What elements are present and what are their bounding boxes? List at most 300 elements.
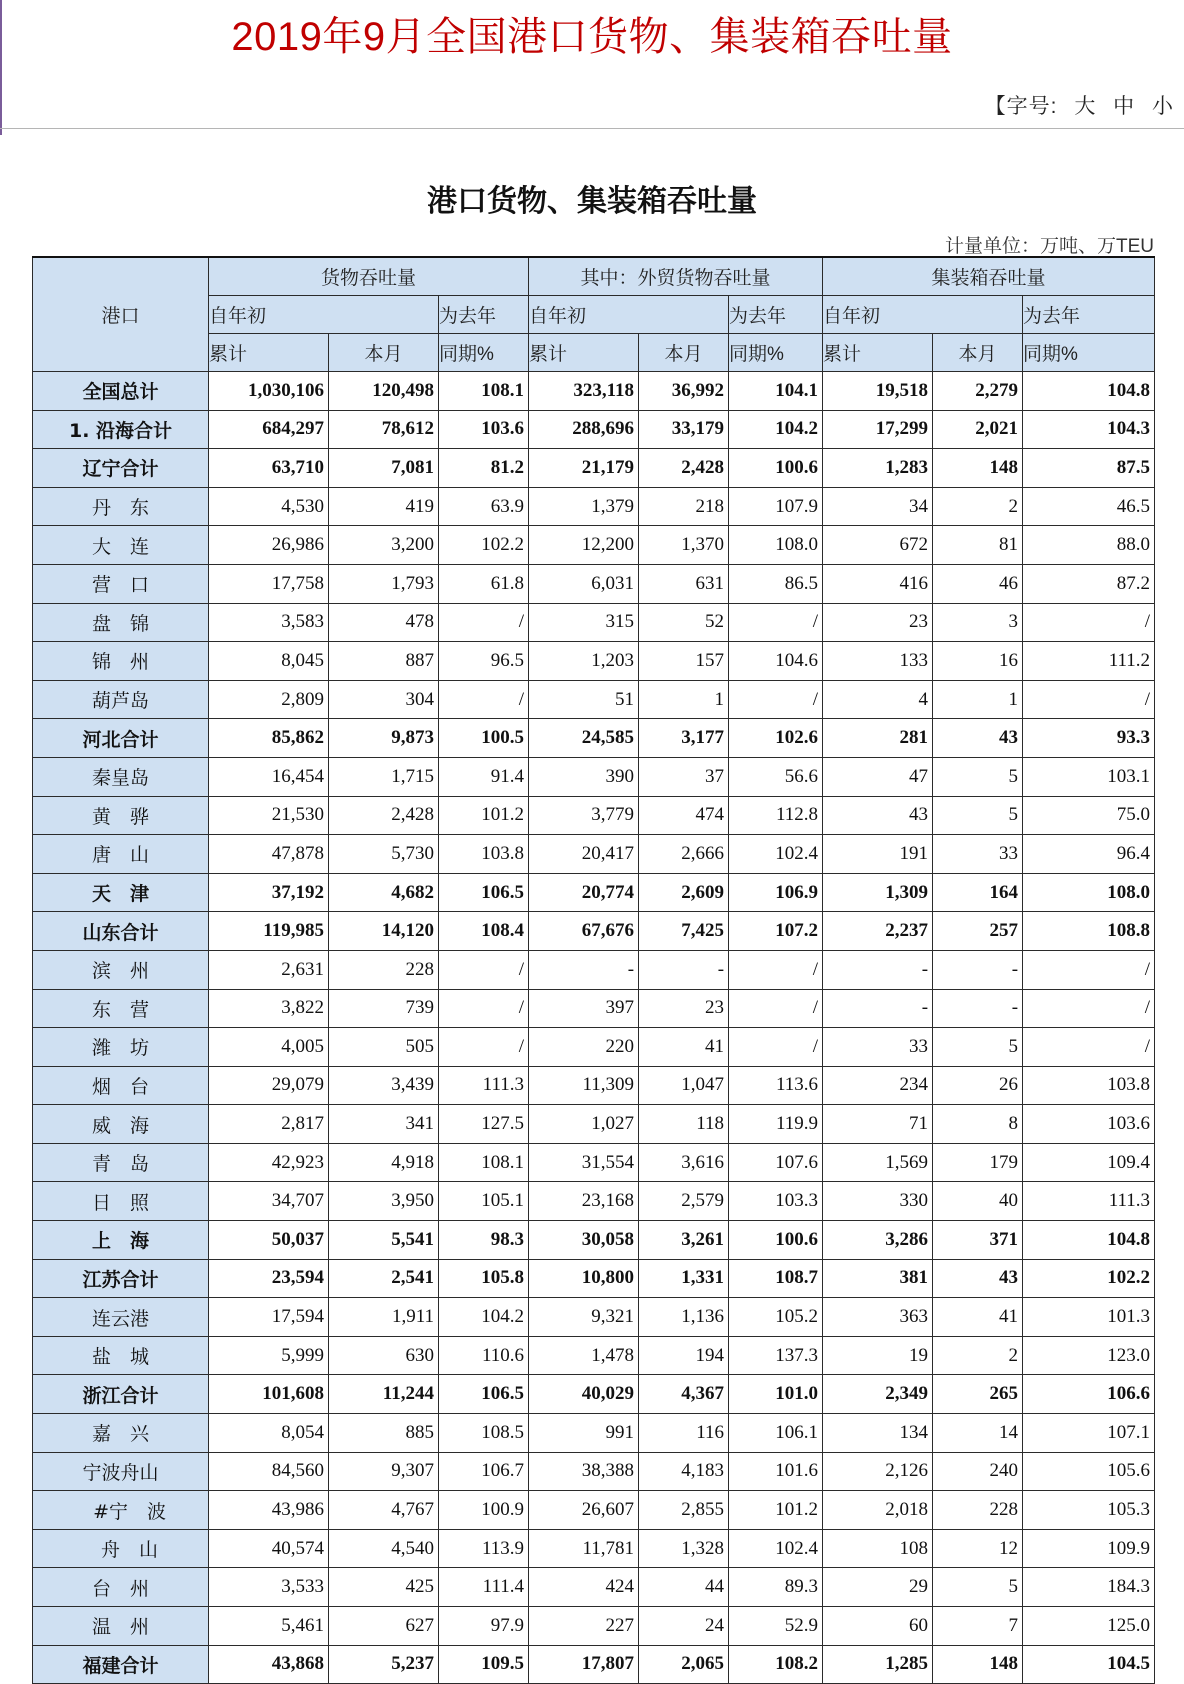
value-cell: 34 <box>823 487 933 526</box>
value-cell: 60 <box>823 1607 933 1646</box>
value-cell: 120,498 <box>329 372 439 411</box>
value-cell: 371 <box>933 1221 1023 1260</box>
value-cell: 42,923 <box>209 1143 329 1182</box>
value-cell: 93.3 <box>1023 719 1155 758</box>
port-name-cell: 连云港 <box>33 1298 209 1337</box>
value-cell: 108.1 <box>439 372 529 411</box>
port-name-cell: 秦皇岛 <box>33 757 209 796</box>
font-size-small-link[interactable]: 小 <box>1152 95 1174 118</box>
value-cell: 630 <box>329 1336 439 1375</box>
value-cell: / <box>729 1028 823 1067</box>
value-cell: 43,868 <box>209 1645 329 1684</box>
value-cell: 684,297 <box>209 410 329 449</box>
value-cell: 5 <box>933 796 1023 835</box>
value-cell: - <box>823 950 933 989</box>
value-cell: - <box>529 950 639 989</box>
value-cell: 1,027 <box>529 1105 639 1144</box>
table-row <box>33 449 1155 488</box>
cargo-month-header: 本月 <box>329 334 439 372</box>
value-cell: 478 <box>329 603 439 642</box>
value-cell: 108.1 <box>439 1143 529 1182</box>
value-cell: 109.4 <box>1023 1143 1155 1182</box>
value-cell: - <box>933 989 1023 1028</box>
table-row <box>33 1143 1155 1182</box>
value-cell: 887 <box>329 642 439 681</box>
value-cell: 20,774 <box>529 873 639 912</box>
value-cell: 109.9 <box>1023 1529 1155 1568</box>
value-cell: 3 <box>933 603 1023 642</box>
value-cell: 7 <box>933 1607 1023 1646</box>
value-cell: 105.1 <box>439 1182 529 1221</box>
table-row <box>33 835 1155 874</box>
value-cell: 23,168 <box>529 1182 639 1221</box>
value-cell: 1,793 <box>329 564 439 603</box>
value-cell: 1,328 <box>639 1529 729 1568</box>
value-cell: 36,992 <box>639 372 729 411</box>
value-cell: 116 <box>639 1414 729 1453</box>
value-cell: / <box>1023 603 1155 642</box>
value-cell: 3,779 <box>529 796 639 835</box>
value-cell: 105.8 <box>439 1259 529 1298</box>
value-cell: 1 <box>933 680 1023 719</box>
value-cell: 885 <box>329 1414 439 1453</box>
value-cell: 104.8 <box>1023 1221 1155 1260</box>
value-cell: 228 <box>329 950 439 989</box>
value-cell: / <box>439 680 529 719</box>
port-name-cell: 锦 州 <box>33 642 209 681</box>
value-cell: 52 <box>639 603 729 642</box>
value-cell: 2,609 <box>639 873 729 912</box>
port-name-cell: 葫芦岛 <box>33 680 209 719</box>
value-cell: 164 <box>933 873 1023 912</box>
value-cell: 3,533 <box>209 1568 329 1607</box>
value-cell: 2 <box>933 1336 1023 1375</box>
value-cell: 1,715 <box>329 757 439 796</box>
value-cell: 63.9 <box>439 487 529 526</box>
value-cell: 106.7 <box>439 1452 529 1491</box>
value-cell: 104.6 <box>729 642 823 681</box>
value-cell: 29,079 <box>209 1066 329 1105</box>
table-row <box>33 950 1155 989</box>
value-cell: 1,136 <box>639 1298 729 1337</box>
value-cell: 179 <box>933 1143 1023 1182</box>
font-size-label: 【字号: <box>984 95 1058 118</box>
value-cell: 104.3 <box>1023 410 1155 449</box>
value-cell: 11,781 <box>529 1529 639 1568</box>
value-cell: 148 <box>933 1645 1023 1684</box>
value-cell: 91.4 <box>439 757 529 796</box>
value-cell: 5 <box>933 1028 1023 1067</box>
port-name-cell: 黄 骅 <box>33 796 209 835</box>
value-cell: 2,817 <box>209 1105 329 1144</box>
value-cell: 363 <box>823 1298 933 1337</box>
value-cell: 5,461 <box>209 1607 329 1646</box>
port-name-cell: 舟 山 <box>33 1529 209 1568</box>
table-row <box>33 680 1155 719</box>
value-cell: 381 <box>823 1259 933 1298</box>
value-cell: 101.2 <box>439 796 529 835</box>
table-row <box>33 526 1155 565</box>
value-cell: 14 <box>933 1414 1023 1453</box>
value-cell: 4,682 <box>329 873 439 912</box>
value-cell: 23 <box>823 603 933 642</box>
value-cell: 106.9 <box>729 873 823 912</box>
value-cell: 46 <box>933 564 1023 603</box>
value-cell: / <box>729 950 823 989</box>
container-header: 集装箱吞吐量 <box>823 257 1155 296</box>
foreign-ytd-header: 自年初 <box>529 296 729 334</box>
value-cell: 6,031 <box>529 564 639 603</box>
value-cell: / <box>729 989 823 1028</box>
port-name-cell: 全国总计 <box>33 372 209 411</box>
port-name-cell: 盘 锦 <box>33 603 209 642</box>
value-cell: / <box>1023 1028 1155 1067</box>
value-cell: 8 <box>933 1105 1023 1144</box>
value-cell: 111.4 <box>439 1568 529 1607</box>
value-cell: 12 <box>933 1529 1023 1568</box>
value-cell: 108.5 <box>439 1414 529 1453</box>
port-name-cell: 辽宁合计 <box>33 449 209 488</box>
table-row <box>33 410 1155 449</box>
value-cell: 24 <box>639 1607 729 1646</box>
value-cell: 4,183 <box>639 1452 729 1491</box>
value-cell: 8,045 <box>209 642 329 681</box>
value-cell: 37,192 <box>209 873 329 912</box>
table-row <box>33 1491 1155 1530</box>
table-row <box>33 1414 1155 1453</box>
value-cell: 104.8 <box>1023 372 1155 411</box>
table-row <box>33 1336 1155 1375</box>
value-cell: 108.2 <box>729 1645 823 1684</box>
value-cell: 390 <box>529 757 639 796</box>
value-cell: 87.2 <box>1023 564 1155 603</box>
port-name-cell: 威 海 <box>33 1105 209 1144</box>
value-cell: 104.5 <box>1023 1645 1155 1684</box>
value-cell: 118 <box>639 1105 729 1144</box>
value-cell: 17,807 <box>529 1645 639 1684</box>
value-cell: 2,126 <box>823 1452 933 1491</box>
value-cell: 19,518 <box>823 372 933 411</box>
value-cell: 425 <box>329 1568 439 1607</box>
value-cell: 50,037 <box>209 1221 329 1260</box>
value-cell: 627 <box>329 1607 439 1646</box>
value-cell: 105.2 <box>729 1298 823 1337</box>
value-cell: 148 <box>933 449 1023 488</box>
port-name-cell: 烟 台 <box>33 1066 209 1105</box>
value-cell: 672 <box>823 526 933 565</box>
value-cell: 33 <box>933 835 1023 874</box>
foreign-month-header: 本月 <box>639 334 729 372</box>
port-name-cell: 青 岛 <box>33 1143 209 1182</box>
value-cell: 103.1 <box>1023 757 1155 796</box>
value-cell: 137.3 <box>729 1336 823 1375</box>
value-cell: 111.3 <box>439 1066 529 1105</box>
page-title: 2019年9月全国港口货物、集装箱吞吐量 <box>231 15 953 59</box>
table-row <box>33 873 1155 912</box>
table-row <box>33 1568 1155 1607</box>
value-cell: 1,283 <box>823 449 933 488</box>
value-cell: 281 <box>823 719 933 758</box>
font-size-control <box>985 90 1174 120</box>
port-name-cell: 天 津 <box>33 873 209 912</box>
value-cell: 2,349 <box>823 1375 933 1414</box>
value-cell: 107.6 <box>729 1143 823 1182</box>
value-cell: 44 <box>639 1568 729 1607</box>
value-cell: 2,809 <box>209 680 329 719</box>
value-cell: 102.6 <box>729 719 823 758</box>
value-cell: 419 <box>329 487 439 526</box>
value-cell: 218 <box>639 487 729 526</box>
value-cell: 75.0 <box>1023 796 1155 835</box>
value-cell: 33 <box>823 1028 933 1067</box>
unit-note: 计量单位：万吨、万TEU <box>944 236 1154 257</box>
value-cell: 26,607 <box>529 1491 639 1530</box>
table-body <box>33 372 1155 1684</box>
value-cell: / <box>439 603 529 642</box>
value-cell: 127.5 <box>439 1105 529 1144</box>
value-cell: 240 <box>933 1452 1023 1491</box>
value-cell: 1,285 <box>823 1645 933 1684</box>
value-cell: 106.5 <box>439 1375 529 1414</box>
value-cell: 3,200 <box>329 526 439 565</box>
value-cell: 84,560 <box>209 1452 329 1491</box>
font-size-medium-link[interactable]: 中 <box>1113 95 1136 118</box>
value-cell: 106.6 <box>1023 1375 1155 1414</box>
value-cell: 330 <box>823 1182 933 1221</box>
value-cell: 5,237 <box>329 1645 439 1684</box>
value-cell: 2,428 <box>329 796 439 835</box>
value-cell: 16,454 <box>209 757 329 796</box>
table-row <box>33 1182 1155 1221</box>
value-cell: 2,065 <box>639 1645 729 1684</box>
port-name-cell: 盐 城 <box>33 1336 209 1375</box>
value-cell: 123.0 <box>1023 1336 1155 1375</box>
value-cell: / <box>729 603 823 642</box>
container-yoy-header: 为去年 <box>1023 296 1155 334</box>
value-cell: 111.3 <box>1023 1182 1155 1221</box>
value-cell: 11,244 <box>329 1375 439 1414</box>
port-name-cell: 滨 州 <box>33 950 209 989</box>
value-cell: 3,950 <box>329 1182 439 1221</box>
table-row <box>33 1105 1155 1144</box>
value-cell: 102.2 <box>439 526 529 565</box>
port-name-cell: 营 口 <box>33 564 209 603</box>
value-cell: 133 <box>823 642 933 681</box>
value-cell: 43 <box>823 796 933 835</box>
value-cell: / <box>1023 950 1155 989</box>
value-cell: 191 <box>823 835 933 874</box>
table-row <box>33 757 1155 796</box>
port-name-cell: 1. 沿海合计 <box>33 410 209 449</box>
value-cell: 107.1 <box>1023 1414 1155 1453</box>
value-cell: 100.6 <box>729 1221 823 1260</box>
port-name-cell: 大 连 <box>33 526 209 565</box>
value-cell: 43,986 <box>209 1491 329 1530</box>
value-cell: 23,594 <box>209 1259 329 1298</box>
foreign-yoy-header: 为去年 <box>729 296 823 334</box>
value-cell: 106.5 <box>439 873 529 912</box>
value-cell: 23 <box>639 989 729 1028</box>
value-cell: 101,608 <box>209 1375 329 1414</box>
value-cell: 19 <box>823 1336 933 1375</box>
value-cell: 10,800 <box>529 1259 639 1298</box>
foreign-yoy-pct-header: 同期% <box>729 334 823 372</box>
value-cell: 1,203 <box>529 642 639 681</box>
value-cell: / <box>439 1028 529 1067</box>
table-row <box>33 1298 1155 1337</box>
value-cell: 1 <box>639 680 729 719</box>
value-cell: 4,540 <box>329 1529 439 1568</box>
cargo-ytd-header: 自年初 <box>209 296 439 334</box>
port-name-cell: 宁波舟山 <box>33 1452 209 1491</box>
value-cell: / <box>1023 989 1155 1028</box>
value-cell: 4,005 <box>209 1028 329 1067</box>
cargo-header: 货物吞吐量 <box>209 257 529 296</box>
value-cell: 100.9 <box>439 1491 529 1530</box>
table-row <box>33 1607 1155 1646</box>
value-cell: 101.6 <box>729 1452 823 1491</box>
value-cell: 108.8 <box>1023 912 1155 951</box>
value-cell: 33,179 <box>639 410 729 449</box>
value-cell: 40,029 <box>529 1375 639 1414</box>
value-cell: 1,309 <box>823 873 933 912</box>
value-cell: 104.2 <box>729 410 823 449</box>
table-row <box>33 1529 1155 1568</box>
value-cell: 34,707 <box>209 1182 329 1221</box>
cargo-yoy-header: 为去年 <box>439 296 529 334</box>
table-title: 港口货物、集装箱吞吐量 <box>427 184 757 219</box>
value-cell: 21,179 <box>529 449 639 488</box>
cargo-cumulative-header: 累计 <box>209 334 329 372</box>
table-row <box>33 989 1155 1028</box>
value-cell: 739 <box>329 989 439 1028</box>
value-cell: 2,018 <box>823 1491 933 1530</box>
port-name-cell: 浙江合计 <box>33 1375 209 1414</box>
value-cell: 41 <box>639 1028 729 1067</box>
value-cell: 56.6 <box>729 757 823 796</box>
value-cell: 17,299 <box>823 410 933 449</box>
table-row <box>33 487 1155 526</box>
value-cell: 41 <box>933 1298 1023 1337</box>
value-cell: 102.2 <box>1023 1259 1155 1298</box>
value-cell: 228 <box>933 1491 1023 1530</box>
value-cell: 108 <box>823 1529 933 1568</box>
value-cell: - <box>933 950 1023 989</box>
value-cell: 5 <box>933 757 1023 796</box>
value-cell: 103.6 <box>439 410 529 449</box>
value-cell: 9,873 <box>329 719 439 758</box>
value-cell: 194 <box>639 1336 729 1375</box>
value-cell: 108.7 <box>729 1259 823 1298</box>
value-cell: 17,758 <box>209 564 329 603</box>
table-row <box>33 564 1155 603</box>
container-month-header: 本月 <box>933 334 1023 372</box>
value-cell: 52.9 <box>729 1607 823 1646</box>
value-cell: 107.2 <box>729 912 823 951</box>
port-name-cell: 日 照 <box>33 1182 209 1221</box>
value-cell: 103.3 <box>729 1182 823 1221</box>
table-row <box>33 912 1155 951</box>
value-cell: - <box>823 989 933 1028</box>
port-name-cell: 东 营 <box>33 989 209 1028</box>
value-cell: 14,120 <box>329 912 439 951</box>
value-cell: 3,616 <box>639 1143 729 1182</box>
value-cell: 9,307 <box>329 1452 439 1491</box>
value-cell: 1,047 <box>639 1066 729 1105</box>
cargo-yoy-pct-header: 同期% <box>439 334 529 372</box>
value-cell: 81 <box>933 526 1023 565</box>
value-cell: 98.3 <box>439 1221 529 1260</box>
value-cell: 1,331 <box>639 1259 729 1298</box>
value-cell: 134 <box>823 1414 933 1453</box>
value-cell: 103.8 <box>1023 1066 1155 1105</box>
font-size-large-link[interactable]: 大 <box>1074 95 1097 118</box>
value-cell: 1,379 <box>529 487 639 526</box>
value-cell: 1,911 <box>329 1298 439 1337</box>
value-cell: 86.5 <box>729 564 823 603</box>
value-cell: 157 <box>639 642 729 681</box>
value-cell: 105.3 <box>1023 1491 1155 1530</box>
value-cell: 47,878 <box>209 835 329 874</box>
value-cell: 112.8 <box>729 796 823 835</box>
value-cell: 5,730 <box>329 835 439 874</box>
value-cell: 265 <box>933 1375 1023 1414</box>
value-cell: 51 <box>529 680 639 719</box>
value-cell: 87.5 <box>1023 449 1155 488</box>
value-cell: 61.8 <box>439 564 529 603</box>
value-cell: 20,417 <box>529 835 639 874</box>
value-cell: 43 <box>933 1259 1023 1298</box>
value-cell: 3,286 <box>823 1221 933 1260</box>
table-row <box>33 1028 1155 1067</box>
value-cell: 40 <box>933 1182 1023 1221</box>
value-cell: 37 <box>639 757 729 796</box>
value-cell: 96.4 <box>1023 835 1155 874</box>
value-cell: 101.0 <box>729 1375 823 1414</box>
value-cell: 111.2 <box>1023 642 1155 681</box>
value-cell: 102.4 <box>729 835 823 874</box>
port-name-cell: 嘉 兴 <box>33 1414 209 1453</box>
port-name-cell: 山东合计 <box>33 912 209 951</box>
container-cumulative-header: 累计 <box>823 334 933 372</box>
port-header: 港口 <box>33 257 209 372</box>
value-cell: 125.0 <box>1023 1607 1155 1646</box>
value-cell: 1,030,106 <box>209 372 329 411</box>
container-ytd-header: 自年初 <box>823 296 1023 334</box>
value-cell: 40,574 <box>209 1529 329 1568</box>
table-row <box>33 642 1155 681</box>
value-cell: 474 <box>639 796 729 835</box>
value-cell: 4,918 <box>329 1143 439 1182</box>
value-cell: 3,177 <box>639 719 729 758</box>
value-cell: 38,388 <box>529 1452 639 1491</box>
value-cell: 24,585 <box>529 719 639 758</box>
value-cell: 100.5 <box>439 719 529 758</box>
value-cell: 108.0 <box>729 526 823 565</box>
value-cell: 16 <box>933 642 1023 681</box>
value-cell: 104.1 <box>729 372 823 411</box>
table-row <box>33 1259 1155 1298</box>
value-cell: 119.9 <box>729 1105 823 1144</box>
foreign-trade-header: 其中：外贸货物吞吐量 <box>529 257 823 296</box>
value-cell: 29 <box>823 1568 933 1607</box>
value-cell: 107.9 <box>729 487 823 526</box>
table-row <box>33 1221 1155 1260</box>
table-row <box>33 796 1155 835</box>
value-cell: 4,767 <box>329 1491 439 1530</box>
value-cell: 234 <box>823 1066 933 1105</box>
value-cell: 220 <box>529 1028 639 1067</box>
